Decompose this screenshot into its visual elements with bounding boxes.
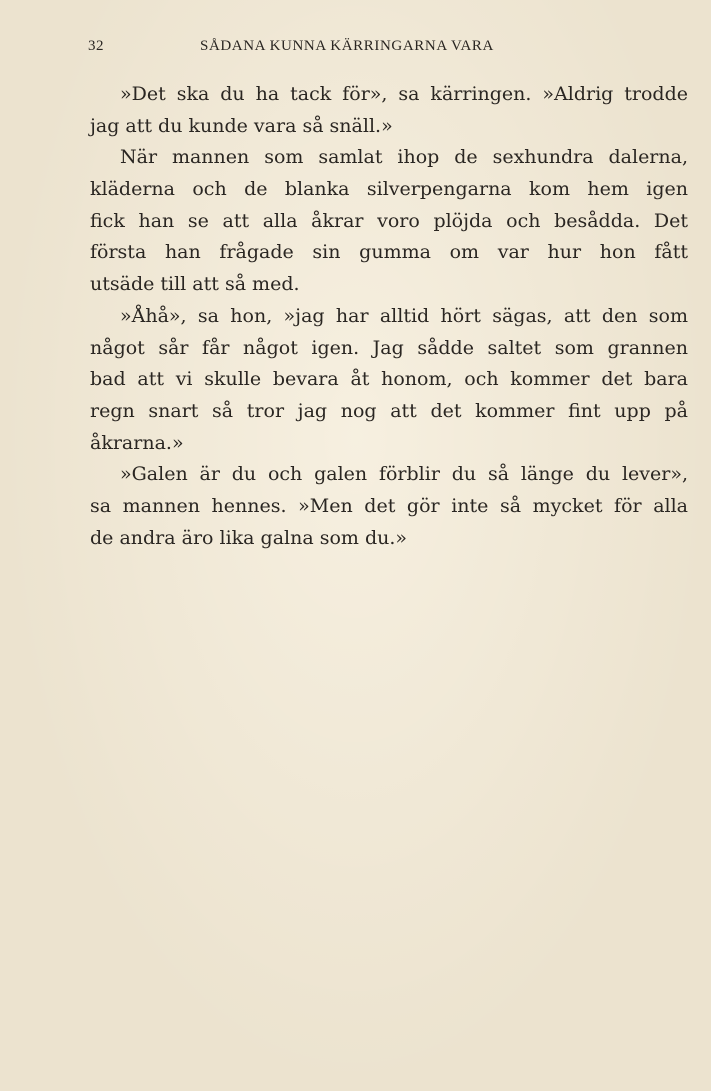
running-title: SÅDANA KUNNA KÄRRINGARNA VARA <box>200 38 494 54</box>
text-line: »Det ska du ha tack för», sa kärringen. »Aldrig trodde <box>120 83 688 105</box>
running-head <box>88 38 588 62</box>
page-number: 32 <box>88 38 104 54</box>
text-line: jag att du kunde vara så snäll.» <box>90 114 393 137</box>
text-line: första han frågade sin gumma om var hur hon fått <box>90 241 688 264</box>
text-line: När mannen som samlat ihop de sexhundra dalerna, <box>120 146 688 169</box>
body-text <box>90 79 688 554</box>
text-line: utsäde till att så med. <box>90 273 300 296</box>
text-line: »Åhå», sa hon, »jag har alltid hört sägas, att den som <box>120 304 688 327</box>
text-line: fick han se att alla åkrar voro plöjda och besådda. Det <box>90 209 688 232</box>
text-line: åkrarna.» <box>90 431 184 454</box>
text-line: kläderna och de blanka silverpengarna kom hem igen <box>90 178 688 201</box>
text-line: regn snart så tror jag nog att det kommer fint upp på <box>90 399 688 422</box>
text-line: de andra äro lika galna som du.» <box>90 526 408 549</box>
text-line: »Galen är du och galen förblir du så länge du lever», <box>120 463 688 486</box>
text-line: sa mannen hennes. »Men det gör inte så mycket för alla <box>90 494 688 517</box>
text-line: något sår får något igen. Jag sådde saltet som grannen <box>90 336 688 359</box>
text-line: bad att vi skulle bevara åt honom, och kommer det bara <box>90 368 688 391</box>
